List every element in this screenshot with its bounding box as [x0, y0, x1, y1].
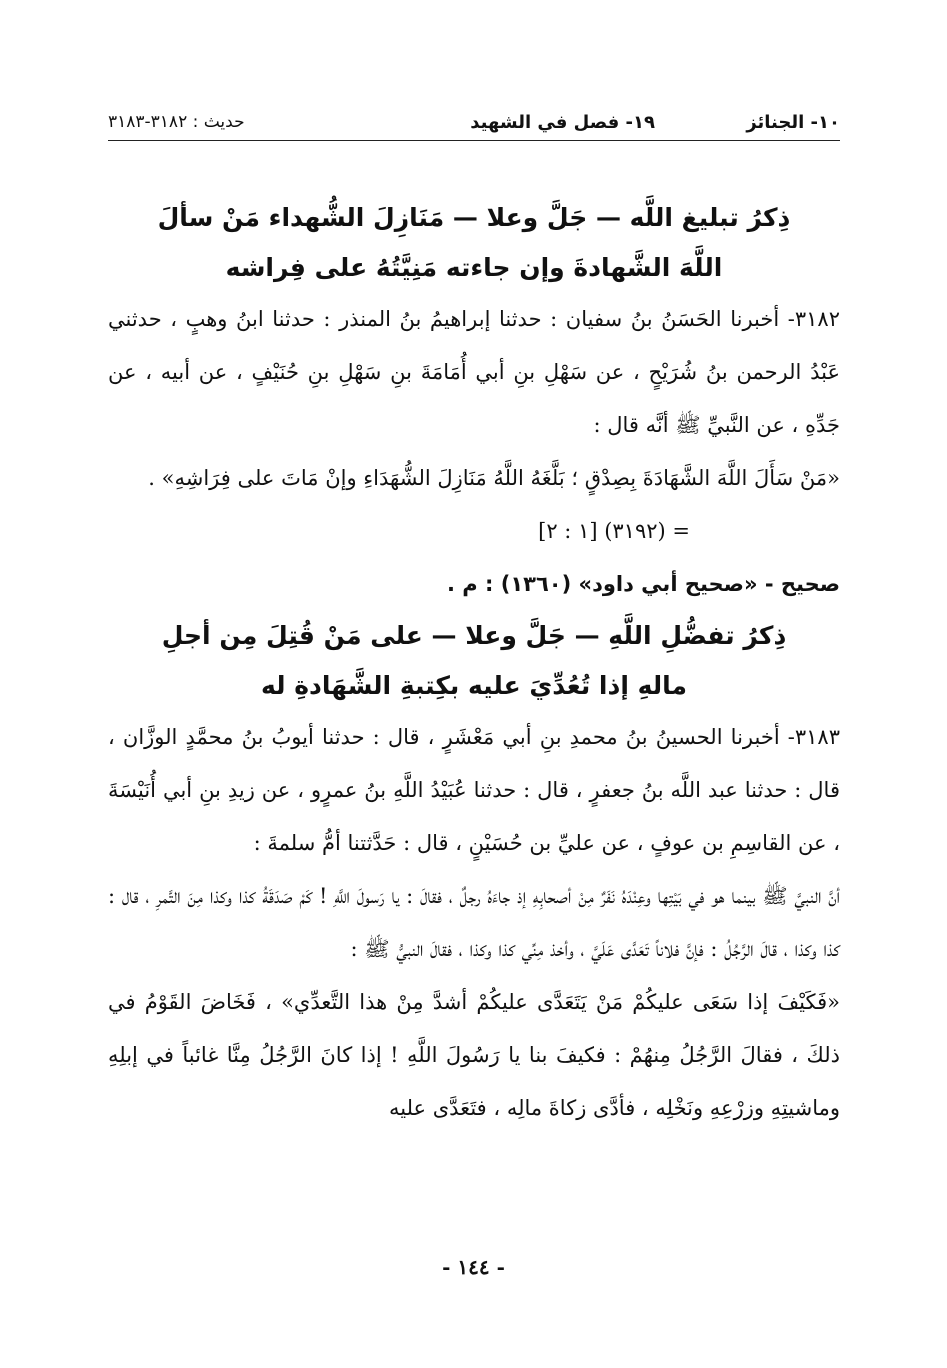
hadith-3183-isnad: ٣١٨٣- أخبرنا الحسينُ بنُ محمدِ بنِ أبي مَعْشَرٍ ، قال : حدثنا أيوبُ بنُ محمَّدٍ الوزَّان ، قال : حدثنا عبد اللَّه بنُ جعفرٍ ، قال : حدثنا عُبَيْدُ اللَّهِ بنُ عمرٍو ، عن زيدِ بنِ أبي أُنَيْسَةَ ، عن القاسِمِ بن عوفٍ ، عن عليِّ بن حُسَيْنٍ ، قال : حَدَّثتنا أمُّ سلمةَ : [108, 725, 840, 855]
hadith-3183-matn: أنَّ النبيَّ ﷺ بينما هو في بَيْتِها وعِنْدَهُ نَفَرٌ مِنْ أصحابِهِ إذ جاءَهُ رجلٌ ، فقالَ : يا رَسولَ اللَّهِ ! كَمْ صَدَقَةُ كذا وكذا مِنَ التَّمرِ ، قال : كذا وكذا ، قالَ الرَّجُلُ : فإنَّ فلاناً تَعَدَّى عَلَيَّ ، وأخذ مِنِّي كذا وكذا ، فقالَ النبيُّ ﷺ : [108, 884, 840, 961]
page-number: - ١٤٤ - [442, 1255, 505, 1279]
hadith-3182-matn: «مَنْ سَأَلَ اللَّهَ الشَّهَادَةَ بِصِدْقٍ ؛ بَلَّغَهُ اللَّهُ مَنَازِلَ الشُّهَدَاءِ وإنْ مَاتَ على فِرَاشِهِ» . [148, 466, 840, 490]
header-chapter: ١٠- الجنائز [746, 112, 840, 133]
heading-1-line-1: ذِكرُ تبليغ اللَّه — جَلَّ وعلا — مَنَازِلَ الشُّهداء مَنْ سألَ [157, 203, 791, 232]
heading-2-line-1: ذِكرُ تفضُّلِ اللَّهِ — جَلَّ وعلا — على مَنْ قُتِلَ مِن أجلِ [161, 621, 787, 650]
hadith-3182-grade: صحيح - «صحيح أبي داود» (١٣٦٠) : م . [447, 572, 840, 596]
section-heading-1 [108, 193, 840, 293]
heading-2-line-2: مالهِ إذا تُعُدِّيَ عليه بكِتبةِ الشَّهَادةِ له [260, 671, 688, 700]
header-hadith-range: حديث : ٣١٨٢-٣١٨٣ [108, 112, 245, 132]
running-header [108, 100, 840, 141]
page-body [108, 100, 840, 1135]
header-section: ١٩- فصل في الشهيد [470, 112, 655, 133]
hadith-3182-cross-reference: = (٣١٩٢) [١ : ٢] [538, 519, 690, 543]
hadith-3183-continuation: «فَكَيْفَ إذا سَعَى عليكُمْ مَنْ يَتَعَدَّى عليكُمْ أشدَّ مِنْ هذا التَّعدِّي» ، فَخَاضَ القَوْمُ في ذلكَ ، فقالَ الرَّجُلُ مِنهُمْ : فكيفَ بنا يا رَسُولَ اللَّهِ ! إذا كانَ الرَّجُلُ مِنَّا غائباً في إبلِهِ وماشيتِهِ وزرْعِهِ ونَخْلِه ، فأدَّى زكاةَ مالِه ، فتَعَدَّى عليه [108, 990, 840, 1120]
hadith-3182-isnad: ٣١٨٢- أخبرنا الحَسَنُ بنُ سفيان : حدثنا إبراهيمُ بنُ المنذر : حدثنا ابنُ وهبٍ ، حدثني عَبْدُ الرحمن بنُ شُرَيْحٍ ، عن سَهْلِ بنِ أبي أُمَامَةَ بنِ سَهْلِ بنِ حُنَيْفٍ ، عن أبيه ، عن جَدِّهِ ، عن النَّبيِّ ﷺ أنَّه قال : [108, 307, 840, 437]
heading-1-line-2: اللَّهَ الشَّهادةَ وإن جاءته مَنِيَّتُهُ على فِراشه [225, 253, 723, 282]
section-heading-2 [108, 611, 840, 711]
